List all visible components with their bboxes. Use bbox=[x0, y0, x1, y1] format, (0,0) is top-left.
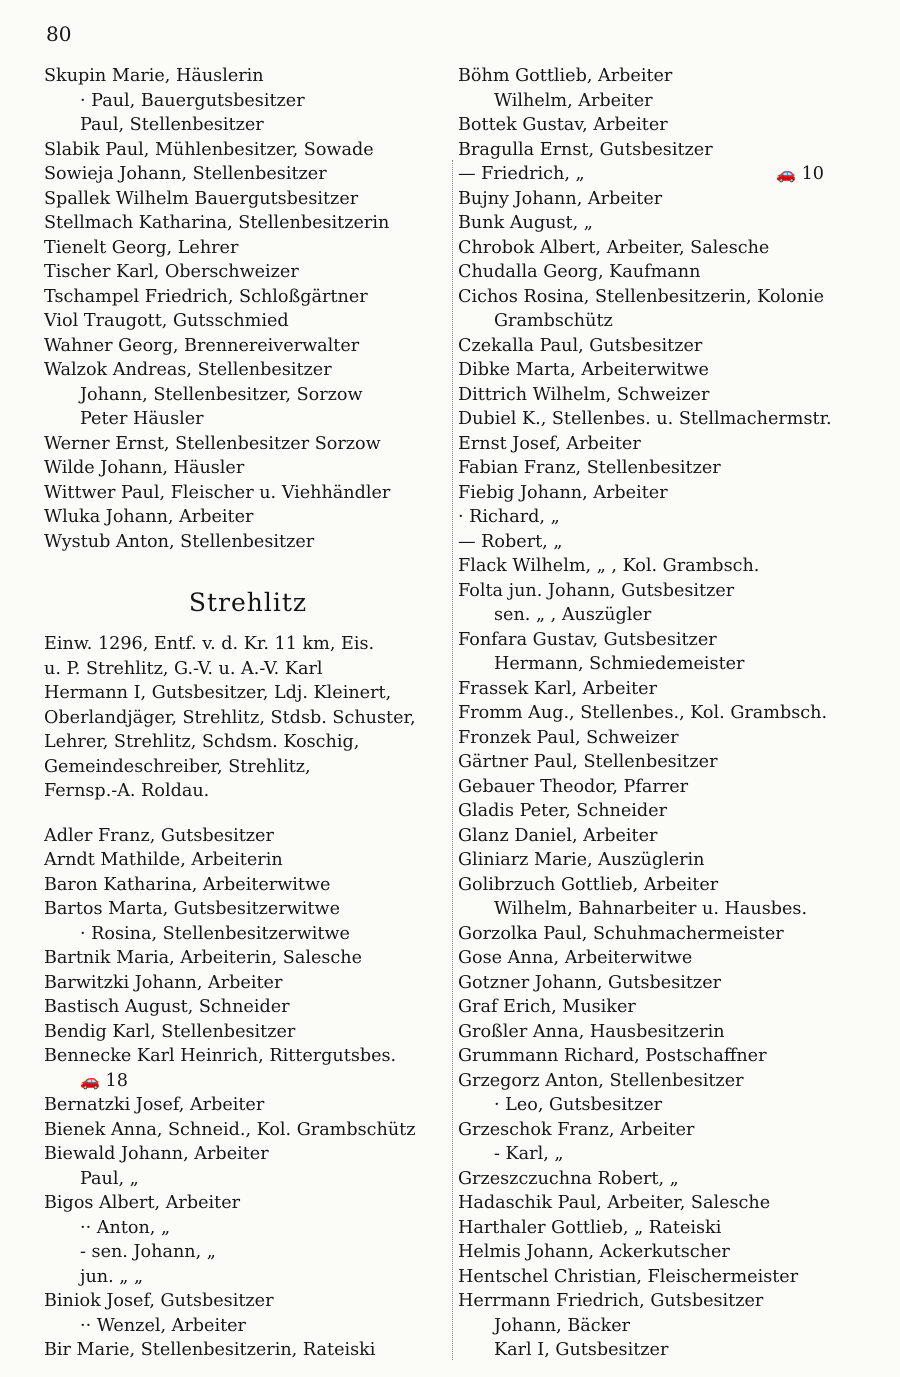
list-item: Bartnik Maria, Arbeiterin, Salesche bbox=[44, 948, 362, 968]
list-item: Hentschel Christian, Fleischermeister bbox=[458, 1266, 799, 1287]
list-item: Grambschütz bbox=[494, 311, 613, 331]
list-item: Bartos Marta, Gutsbesitzerwitwe bbox=[44, 899, 340, 919]
list-item: Harthaler Gottlieb, „ Rateiski bbox=[458, 1217, 722, 1238]
list-item: Cichos Rosina, Stellenbesitzerin, Kolonie bbox=[458, 286, 825, 307]
list-item: Gebauer Theodor, Pfarrer bbox=[458, 776, 689, 797]
list-item: Wilhelm, Arbeiter bbox=[494, 90, 653, 111]
list-item: Gliniarz Marie, Auszüglerin bbox=[458, 850, 705, 870]
column-divider bbox=[452, 160, 453, 1360]
list-item: - Karl, „ bbox=[494, 1144, 564, 1164]
list-item: Wilhelm, Bahnarbeiter u. Hausbes. bbox=[494, 899, 808, 919]
list-item: Ernst Josef, Arbeiter bbox=[458, 433, 641, 454]
info-line: Hermann I, Gutsbesitzer, Ldj. Kleinert, bbox=[44, 683, 392, 703]
list-item: Fabian Franz, Stellenbesitzer bbox=[458, 458, 721, 478]
info-line: Gemeindeschreiber, Strehlitz, bbox=[44, 756, 311, 777]
list-item: Wittwer Paul, Fleischer u. Viehhändler bbox=[44, 482, 391, 503]
info-line: Oberlandjäger, Strehlitz, Stdsb. Schuster, bbox=[44, 707, 416, 728]
list-item: Böhm Gottlieb, Arbeiter bbox=[458, 66, 673, 86]
list-item: · Paul, Bauergutsbesitzer bbox=[80, 90, 305, 111]
list-item: Folta jun. Johann, Gutsbesitzer bbox=[458, 580, 735, 601]
list-item: Bragulla Ernst, Gutsbesitzer bbox=[458, 139, 713, 160]
list-item: Fonfara Gustav, Gutsbesitzer bbox=[458, 629, 717, 650]
list-item: Tschampel Friedrich, Schloßgärtner bbox=[44, 286, 368, 307]
info-line: Einw. 1296, Entf. v. d. Kr. 11 km, Eis. bbox=[44, 634, 375, 654]
list-item: Dibke Marta, Arbeiterwitwe bbox=[458, 360, 709, 380]
list-item: Tienelt Georg, Lehrer bbox=[44, 237, 239, 258]
phone-number: 18 bbox=[105, 1070, 128, 1091]
list-item: Baron Katharina, Arbeiterwitwe bbox=[44, 874, 331, 895]
list-item: Czekalla Paul, Gutsbesitzer bbox=[458, 335, 703, 356]
list-item: Adler Franz, Gutsbesitzer bbox=[44, 825, 274, 846]
list-item: Bernatzki Josef, Arbeiter bbox=[44, 1095, 265, 1115]
list-item: · Richard, „ bbox=[458, 507, 560, 527]
list-item: Spallek Wilhelm Bauergutsbesitzer bbox=[44, 188, 359, 209]
list-item: Grzeszczuchna Robert, „ bbox=[458, 1168, 679, 1189]
list-item: sen. „ , Auszügler bbox=[494, 605, 652, 625]
list-item: Tischer Karl, Oberschweizer bbox=[44, 262, 299, 282]
list-item: Gotzner Johann, Gutsbesitzer bbox=[458, 972, 722, 993]
list-item: Bigos Albert, Arbeiter bbox=[44, 1193, 241, 1213]
list-item bbox=[458, 162, 878, 187]
car-icon: 🚗 bbox=[80, 1070, 100, 1090]
list-item: Graf Erich, Musiker bbox=[458, 997, 636, 1017]
page-number: 80 bbox=[46, 22, 72, 46]
list-item: Fromm Aug., Stellenbes., Kol. Grambsch. bbox=[458, 703, 828, 723]
list-item: Hermann, Schmiedemeister bbox=[494, 654, 745, 674]
list-item: Sowieja Johann, Stellenbesitzer bbox=[44, 164, 327, 184]
list-item: jun. „ „ bbox=[80, 1266, 144, 1287]
list-item: Walzok Andreas, Stellenbesitzer bbox=[44, 360, 332, 380]
list-item: Dubiel K., Stellenbes. u. Stellmachermstr. bbox=[458, 409, 832, 429]
list-item: Herrmann Friedrich, Gutsbesitzer bbox=[458, 1291, 764, 1311]
list-item: Werner Ernst, Stellenbesitzer Sorzow bbox=[44, 433, 381, 454]
list-item: Bienek Anna, Schneid., Kol. Grambschütz bbox=[44, 1119, 416, 1140]
list-item: Gorzolka Paul, Schuhmachermeister bbox=[458, 923, 784, 944]
phone-entry bbox=[776, 162, 878, 187]
section-info bbox=[44, 632, 452, 804]
list-item: Barwitzki Johann, Arbeiter bbox=[44, 972, 283, 993]
left-column bbox=[44, 64, 452, 1363]
list-item: Slabik Paul, Mühlenbesitzer, Sowade bbox=[44, 139, 374, 160]
list-item: · Rosina, Stellenbesitzerwitwe bbox=[80, 923, 350, 944]
list-item: Grzeschok Franz, Arbeiter bbox=[458, 1119, 695, 1140]
list-item: Bunk August, „ bbox=[458, 213, 593, 233]
list-item: Peter Häusler bbox=[80, 409, 204, 429]
list-item: Großler Anna, Hausbesitzerin bbox=[458, 1021, 725, 1042]
list-item: Wilde Johann, Häusler bbox=[44, 458, 245, 478]
list-item: Hadaschik Paul, Arbeiter, Salesche bbox=[458, 1193, 771, 1213]
list-item: Chudalla Georg, Kaufmann bbox=[458, 262, 701, 282]
list-item: Golibrzuch Gottlieb, Arbeiter bbox=[458, 874, 719, 895]
list-item: Fiebig Johann, Arbeiter bbox=[458, 482, 668, 503]
list-item: Wystub Anton, Stellenbesitzer bbox=[44, 531, 315, 552]
list-item: Johann, Stellenbesitzer, Sorzow bbox=[80, 384, 363, 405]
car-icon: 🚗 bbox=[776, 164, 797, 183]
list-item: Bottek Gustav, Arbeiter bbox=[458, 115, 668, 135]
entry-text: — Friedrich, „ bbox=[458, 164, 585, 184]
info-line: u. P. Strehlitz, G.-V. u. A.-V. Karl bbox=[44, 658, 323, 679]
list-item: Bujny Johann, Arbeiter bbox=[458, 188, 663, 209]
list-item: Wluka Johann, Arbeiter bbox=[44, 507, 254, 527]
list-item: Bendig Karl, Stellenbesitzer bbox=[44, 1021, 296, 1042]
list-item: Bir Marie, Stellenbesitzerin, Rateiski bbox=[44, 1340, 376, 1360]
list-item: Gladis Peter, Schneider bbox=[458, 801, 667, 821]
list-item: Paul, „ bbox=[80, 1168, 139, 1189]
list-item: ·· Anton, „ bbox=[80, 1217, 171, 1238]
list-item: Gärtner Paul, Stellenbesitzer bbox=[458, 752, 718, 772]
list-item: Viol Traugott, Gutsschmied bbox=[44, 311, 289, 331]
list-item: Skupin Marie, Häuslerin bbox=[44, 66, 264, 86]
faint-stamp-mark bbox=[160, 8, 390, 60]
list-item: · Leo, Gutsbesitzer bbox=[494, 1095, 663, 1115]
list-item: Frassek Karl, Arbeiter bbox=[458, 678, 657, 699]
list-item: Biewald Johann, Arbeiter bbox=[44, 1144, 269, 1164]
list-item: Chrobok Albert, Arbeiter, Salesche bbox=[458, 237, 770, 258]
list-item: Karl I, Gutsbesitzer bbox=[494, 1340, 669, 1360]
list-item: Grzegorz Anton, Stellenbesitzer bbox=[458, 1070, 744, 1091]
list-item: Fronzek Paul, Schweizer bbox=[458, 727, 679, 748]
list-item: Biniok Josef, Gutsbesitzer bbox=[44, 1291, 274, 1311]
info-line: Fernsp.-A. Roldau. bbox=[44, 781, 210, 801]
list-item: Dittrich Wilhelm, Schweizer bbox=[458, 384, 710, 405]
list-item: Paul, Stellenbesitzer bbox=[80, 115, 264, 135]
right-column bbox=[458, 64, 878, 1363]
info-line: Lehrer, Strehlitz, Schdsm. Koschig, bbox=[44, 732, 360, 752]
list-item: Arndt Mathilde, Arbeiterin bbox=[44, 850, 283, 870]
list-item: Glanz Daniel, Arbeiter bbox=[458, 825, 658, 846]
phone-entry bbox=[44, 1069, 452, 1094]
list-item: ·· Wenzel, Arbeiter bbox=[80, 1315, 246, 1336]
list-item: Flack Wilhelm, „ , Kol. Grambsch. bbox=[458, 556, 760, 576]
list-item: Bastisch August, Schneider bbox=[44, 997, 290, 1017]
list-item: — Robert, „ bbox=[458, 531, 563, 552]
list-item: Wahner Georg, Brennereiverwalter bbox=[44, 335, 360, 356]
phone-number: 10 bbox=[801, 164, 824, 184]
list-item: Bennecke Karl Heinrich, Rittergutsbes. bbox=[44, 1046, 397, 1066]
list-item: Helmis Johann, Ackerkutscher bbox=[458, 1242, 730, 1262]
list-item: - sen. Johann, „ bbox=[80, 1242, 216, 1262]
list-item: Grummann Richard, Postschaffner bbox=[458, 1046, 767, 1066]
list-item: Stellmach Katharina, Stellenbesitzerin bbox=[44, 213, 390, 233]
section-heading: Strehlitz bbox=[188, 588, 308, 617]
list-item: Johann, Bäcker bbox=[494, 1315, 631, 1336]
list-item: Gose Anna, Arbeiterwitwe bbox=[458, 948, 693, 968]
